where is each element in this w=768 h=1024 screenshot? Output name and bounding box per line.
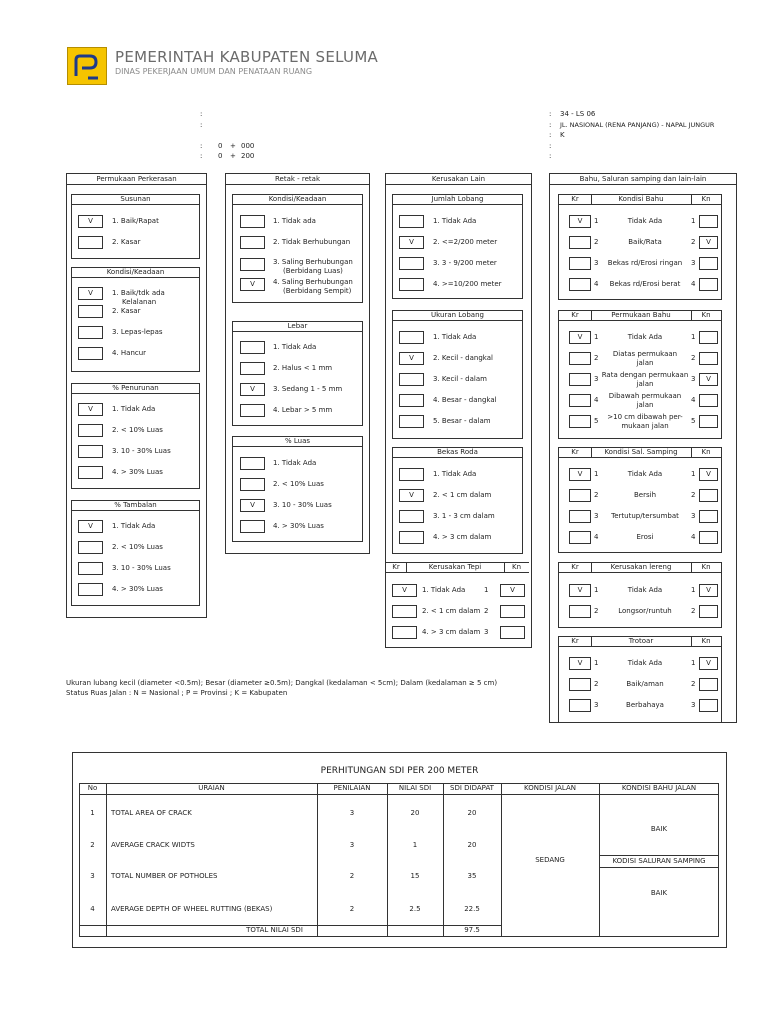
sdi-table (79, 783, 719, 939)
box-lebar (232, 321, 363, 426)
kr-checkbox[interactable] (569, 257, 591, 270)
option-number: 3 (691, 375, 696, 383)
row-sdi-didapat: 20 (467, 841, 477, 849)
option-number: 1 (691, 470, 696, 478)
info-right-colon-5: : (549, 152, 552, 160)
box-tambalan (71, 500, 200, 606)
checkbox[interactable]: V (399, 352, 424, 365)
kr-header: Kr (571, 195, 579, 203)
option-label: 4. Besar - dangkal (433, 396, 497, 404)
kn-header: Kn (701, 195, 711, 203)
kn-checkbox[interactable] (699, 605, 718, 618)
box-title: Kondisi Sal. Samping (604, 448, 678, 456)
kn-checkbox[interactable]: V (699, 236, 718, 249)
kn-checkbox[interactable]: V (699, 373, 718, 386)
option-number: 2 (594, 607, 599, 615)
sta-end-plus: + (230, 152, 236, 160)
checkbox[interactable] (240, 457, 265, 470)
option-label: Diatas permukaan (612, 350, 678, 358)
saluran-header: KODISI SALURAN SAMPING (612, 857, 706, 865)
option-number: 3 (691, 701, 696, 709)
option-label-cont: (Berbidang Luas) (283, 267, 343, 275)
checkbox[interactable] (240, 258, 265, 271)
kn-checkbox[interactable] (500, 605, 525, 618)
option-label: 2. Halus < 1 mm (273, 364, 333, 372)
kr-checkbox[interactable]: V (569, 468, 591, 481)
box-title: Kerusakan Tepi (428, 563, 482, 571)
option-label: 2. < 10% Luas (112, 543, 163, 551)
checkbox[interactable] (240, 520, 265, 533)
row-no: 1 (90, 809, 95, 817)
option-label: 4. > 30% Luas (112, 468, 163, 476)
option-number: 3 (691, 259, 696, 267)
option-number: 2 (594, 491, 599, 499)
info-left-colon-3: : (200, 142, 203, 150)
option-label: >10 cm dibawah per- (607, 413, 683, 421)
row-uraian: TOTAL NUMBER OF POTHOLES (111, 872, 218, 880)
checkbox[interactable] (399, 531, 424, 544)
box-title: Permukaan Bahu (611, 311, 671, 319)
info-right-colon-3: : (549, 131, 552, 139)
kn-checkbox[interactable]: V (699, 468, 718, 481)
option-label-cont: jalan (636, 359, 654, 367)
checkbox[interactable] (240, 362, 265, 375)
option-number: 4 (691, 280, 696, 288)
kr-checkbox[interactable] (392, 605, 417, 618)
option-number: 2 (594, 238, 599, 246)
option-label: 4. > 3 cm dalam (433, 533, 492, 541)
box-bekas-roda (392, 447, 523, 554)
kn-checkbox[interactable]: V (500, 584, 525, 597)
option-label: 4. Hancur (112, 349, 147, 357)
kr-checkbox[interactable] (569, 236, 591, 249)
option-number: 4 (691, 533, 696, 541)
info-left-colon-4: : (200, 152, 203, 160)
kn-checkbox[interactable] (699, 510, 718, 523)
box-title: % Tambalan (72, 501, 199, 511)
row-nilai-sdi: 1 (412, 841, 418, 849)
option-label: 4. Saling Berhubungan (273, 278, 353, 286)
panel-title: Bahu, Saluran samping dan lain-lain (550, 174, 736, 185)
box-jumlah-lobang (392, 194, 523, 299)
panel-permukaan-perkerasan (66, 173, 207, 618)
col-header-penilaian: PENILAIAN (333, 784, 371, 792)
checkbox[interactable] (78, 541, 103, 554)
option-label: 3. Kecil - dalam (433, 375, 487, 383)
option-label: Longsor/runtuh (618, 607, 672, 615)
option-label: 1. Tidak Ada (422, 586, 466, 594)
option-number: 2 (691, 607, 696, 615)
kondisi-bahu-value: BAIK (650, 825, 668, 833)
org-name: PEMERINTAH KABUPATEN SELUMA (115, 48, 379, 66)
kr-header: Kr (571, 563, 579, 571)
row-no: 4 (90, 905, 95, 913)
option-number: 1 (484, 586, 489, 594)
kr-checkbox[interactable] (569, 510, 591, 523)
option-label: Tidak Ada (627, 470, 663, 478)
option-number: 4 (594, 396, 599, 404)
checkbox[interactable] (240, 341, 265, 354)
option-number: 3 (594, 701, 599, 709)
kn-checkbox[interactable] (699, 257, 718, 270)
box-title: Ukuran Lobang (393, 311, 522, 321)
option-label: 2. < 1 cm dalam (433, 491, 492, 499)
option-number: 1 (691, 217, 696, 225)
option-label: Erosi (636, 533, 654, 541)
sta-start-km: 0 (218, 142, 223, 150)
box-ukuran-lobang (392, 310, 523, 439)
option-number: 1 (691, 333, 696, 341)
option-label: 1. Tidak Ada (433, 470, 477, 478)
checkbox[interactable]: V (78, 215, 103, 228)
kn-checkbox[interactable] (699, 215, 718, 228)
pu-logo (67, 47, 107, 85)
panel-retak-retak (225, 173, 370, 554)
option-label: 1. Tidak Ada (433, 333, 477, 341)
row-nilai-sdi: 15 (410, 872, 420, 880)
option-label: Tidak Ada (627, 586, 663, 594)
segment-code: 34 - LS 06 (560, 110, 596, 118)
option-number: 3 (594, 512, 599, 520)
checkbox[interactable] (240, 236, 265, 249)
checkbox[interactable] (240, 404, 265, 417)
option-label: Bekas rd/Erosi ringan (607, 259, 683, 267)
option-number: 1 (594, 586, 599, 594)
panel-title: Permukaan Perkerasan (67, 174, 206, 185)
kn-header: Kn (511, 563, 522, 571)
option-number: 4 (594, 533, 599, 541)
kn-checkbox[interactable] (500, 626, 525, 639)
option-number: 3 (594, 375, 599, 383)
row-uraian: AVERAGE CRACK WIDTS (111, 841, 195, 849)
sta-start-plus: + (230, 142, 236, 150)
option-number: 1 (691, 586, 696, 594)
option-label: Tidak Ada (627, 659, 663, 667)
option-number: 3 (484, 628, 489, 636)
option-label: 1. Tidak Ada (273, 459, 317, 467)
option-label: 2. Kasar (112, 307, 141, 315)
checkbox[interactable]: V (240, 278, 265, 291)
row-penilaian: 2 (349, 872, 355, 880)
kr-checkbox[interactable] (392, 626, 417, 639)
box-title: % Luas (233, 437, 362, 447)
dept-name: DINAS PEKERJAAN UMUM DAN PENATAAN RUANG (115, 67, 313, 76)
checkbox[interactable]: V (399, 489, 424, 502)
saluran-value: BAIK (650, 889, 668, 897)
col-header-sdi-didapat: SDI DIDAPAT (450, 784, 494, 792)
option-number: 5 (594, 417, 599, 425)
option-label: 1. Tidak Ada (433, 217, 477, 225)
option-number: 2 (691, 680, 696, 688)
option-label: 1. Tidak Ada (273, 343, 317, 351)
option-label: 1. Tidak Ada (112, 405, 156, 413)
total-label: TOTAL NILAI SDI (246, 926, 303, 934)
option-number: 3 (594, 259, 599, 267)
total-value: 97.5 (464, 926, 480, 934)
option-label: 2. <=2/200 meter (433, 238, 498, 246)
note-road-status: Status Ruas Jalan : N = Nasional ; P = Provinsi ; K = Kabupaten (66, 689, 288, 697)
option-label: 3. Lepas-lepas (112, 328, 163, 336)
kr-checkbox[interactable]: V (569, 215, 591, 228)
kr-checkbox[interactable] (569, 394, 591, 407)
option-label: Baik/aman (626, 680, 664, 688)
checkbox[interactable] (399, 331, 424, 344)
option-number: 1 (594, 333, 599, 341)
option-label: 1. Baik/Rapat (112, 217, 159, 225)
sta-start-m: 000 (241, 142, 255, 150)
checkbox[interactable]: V (78, 403, 103, 416)
box-luas (232, 436, 363, 542)
checkbox[interactable] (78, 562, 103, 575)
checkbox[interactable] (240, 215, 265, 228)
option-label: Tertutup/tersumbat (611, 512, 679, 520)
kn-checkbox[interactable] (699, 278, 718, 291)
info-right-colon-4: : (549, 142, 552, 150)
option-label: 3. Sedang 1 - 5 mm (273, 385, 343, 393)
option-number: 4 (691, 396, 696, 404)
box-saluran-samping (558, 447, 722, 553)
col-header-nilai-sdi: NILAI SDI (398, 784, 432, 792)
info-right-colon-2: : (549, 121, 552, 129)
col-header-no: No (87, 784, 98, 792)
option-label-cont: jalan (636, 380, 654, 388)
row-uraian: TOTAL AREA OF CRACK (111, 809, 192, 817)
row-penilaian: 3 (349, 809, 355, 817)
option-label: 4. > 30% Luas (112, 585, 163, 593)
option-number: 2 (484, 607, 489, 615)
kr-header: Kr (571, 637, 579, 645)
option-number: 3 (691, 512, 696, 520)
option-label: 4. > 30% Luas (273, 522, 324, 530)
sdi-title: PERHITUNGAN SDI PER 200 METER (320, 766, 479, 776)
box-title: Kerusakan lereng (610, 563, 672, 571)
checkbox[interactable]: V (240, 499, 265, 512)
option-label: 3. Saling Berhubungan (273, 258, 353, 266)
option-label: 2. Tidak Berhubungan (273, 238, 351, 246)
kn-header: Kn (701, 637, 711, 645)
kr-checkbox[interactable]: V (569, 331, 591, 344)
kr-checkbox[interactable] (569, 373, 591, 386)
kr-checkbox[interactable] (569, 605, 591, 618)
box-kerusakan-tepi (386, 562, 529, 647)
option-label: 1. Tidak Ada (112, 522, 156, 530)
option-number: 1 (594, 470, 599, 478)
option-number: 4 (594, 280, 599, 288)
checkbox[interactable] (399, 278, 424, 291)
option-label: Tidak Ada (627, 217, 663, 225)
kr-checkbox[interactable] (569, 489, 591, 502)
option-number: 2 (691, 354, 696, 362)
box-title: Susunan (72, 195, 199, 205)
row-uraian: AVERAGE DEPTH OF WHEEL RUTTING (BEKAS) (111, 905, 273, 913)
box-title: Bekas Roda (393, 448, 522, 458)
option-number: 2 (594, 354, 599, 362)
option-label: 2. < 10% Luas (273, 480, 324, 488)
note-hole-size: Ukuran lubang kecil (diameter <0.5m); Besar (diameter ≥0.5m); Dangkal (kedalaman < 5cm); Dalam (kedalaman ≥ 5 cm) (66, 679, 498, 687)
col-header-kondisi-bahu: KONDISI BAHU JALAN (621, 784, 697, 792)
col-header-kondisi-jalan: KONDISI JALAN (524, 784, 576, 792)
option-number: 2 (691, 491, 696, 499)
checkbox[interactable] (78, 466, 103, 479)
checkbox[interactable] (78, 305, 103, 318)
row-sdi-didapat: 20 (467, 809, 477, 817)
option-number: 1 (691, 659, 696, 667)
box-title: Kondisi/Keadaan (72, 268, 199, 278)
box-title: Kondisi/Keadaan (233, 195, 362, 205)
box-susunan (71, 194, 200, 259)
kn-checkbox[interactable] (699, 352, 718, 365)
checkbox[interactable] (78, 424, 103, 437)
option-number: 2 (594, 680, 599, 688)
option-label: 1. Tidak ada (273, 217, 316, 225)
option-label: Berbahaya (626, 701, 664, 709)
option-label: 3. 10 - 30% Luas (112, 447, 171, 455)
kr-header: Kr (392, 563, 400, 571)
box-kondisi-bahu (558, 194, 722, 300)
option-label: 1. Baik/tdk ada (112, 289, 165, 297)
option-label: Rata dengan permukaan (601, 371, 689, 379)
box-title: % Penurunan (72, 384, 199, 394)
kn-header: Kn (701, 311, 711, 319)
row-nilai-sdi: 20 (410, 809, 420, 817)
option-label: Baik/Rata (628, 238, 662, 246)
kr-header: Kr (571, 311, 579, 319)
kn-checkbox[interactable]: V (699, 657, 718, 670)
kn-checkbox[interactable] (699, 678, 718, 691)
checkbox[interactable]: V (78, 520, 103, 533)
box-title: Kondisi Bahu (618, 195, 664, 203)
kr-checkbox[interactable]: V (569, 584, 591, 597)
option-number: 2 (691, 238, 696, 246)
kn-checkbox[interactable] (699, 331, 718, 344)
row-sdi-didapat: 35 (467, 872, 477, 880)
option-label-cont: Kelalanan (122, 298, 157, 306)
col-header-uraian: URAIAN (198, 784, 225, 792)
kn-checkbox[interactable] (699, 489, 718, 502)
option-label: 5. Besar - dalam (433, 417, 491, 425)
kr-checkbox[interactable]: V (392, 584, 417, 597)
box-title: Lebar (233, 322, 362, 332)
option-label: 2. Kasar (112, 238, 141, 246)
option-label-cont: (Berbidang Sempit) (283, 287, 352, 295)
option-number: 1 (594, 217, 599, 225)
checkbox[interactable] (78, 236, 103, 249)
option-number: 1 (594, 659, 599, 667)
kr-checkbox[interactable] (569, 352, 591, 365)
road-status: K (560, 131, 565, 139)
checkbox[interactable] (399, 510, 424, 523)
kn-checkbox[interactable] (699, 394, 718, 407)
kondisi-jalan-value: SEDANG (535, 856, 565, 864)
road-name: JL. NASIONAL (RENA PANJANG) - NAPAL JUNGUR (560, 121, 715, 129)
panel-title: Retak - retak (226, 174, 369, 185)
checkbox[interactable] (78, 326, 103, 339)
sta-end-km: 0 (218, 152, 223, 160)
checkbox[interactable]: V (240, 383, 265, 396)
row-penilaian: 2 (349, 905, 355, 913)
panel-kerusakan-lain (385, 173, 532, 648)
checkbox[interactable] (399, 257, 424, 270)
option-label: 3. 3 - 9/200 meter (433, 259, 497, 267)
checkbox[interactable] (399, 394, 424, 407)
sdi-calculation (72, 752, 727, 948)
box-penurunan (71, 383, 200, 489)
box-title: Jumlah Lobang (393, 195, 522, 205)
option-label: Tidak Ada (627, 333, 663, 341)
option-label: 4. >=10/200 meter (433, 280, 502, 288)
box-permukaan-bahu (558, 310, 722, 439)
option-label: 2. < 1 cm dalam (422, 607, 481, 615)
row-no: 2 (90, 841, 95, 849)
box-kerusakan-lereng (558, 562, 722, 628)
checkbox[interactable]: V (399, 236, 424, 249)
option-label: 2. < 10% Luas (112, 426, 163, 434)
panel-bahu-saluran (549, 173, 737, 723)
checkbox[interactable]: V (78, 287, 103, 300)
checkbox[interactable] (399, 415, 424, 428)
row-sdi-didapat: 22.5 (464, 905, 480, 913)
sta-end-m: 200 (241, 152, 255, 160)
kr-header: Kr (571, 448, 579, 456)
kr-checkbox[interactable] (569, 678, 591, 691)
kn-checkbox[interactable]: V (699, 584, 718, 597)
option-number: 5 (691, 417, 696, 425)
option-label: 3. 1 - 3 cm dalam (433, 512, 495, 520)
info-right-colon-1: : (549, 110, 552, 118)
kn-checkbox[interactable] (699, 699, 718, 712)
kn-header: Kn (701, 563, 711, 571)
option-label: Bersih (633, 491, 656, 499)
kr-checkbox[interactable] (569, 699, 591, 712)
kr-checkbox[interactable] (569, 531, 591, 544)
kr-checkbox[interactable] (569, 278, 591, 291)
checkbox[interactable] (399, 373, 424, 386)
box-title: Trotoar (628, 637, 654, 645)
info-left-colon-1: : (200, 110, 203, 118)
box-trotoar (558, 636, 722, 722)
row-nilai-sdi: 2.5 (409, 905, 421, 913)
option-label: 4. > 3 cm dalam (422, 628, 481, 636)
option-label-cont: jalan (636, 401, 654, 409)
kr-checkbox[interactable]: V (569, 657, 591, 670)
checkbox[interactable] (240, 478, 265, 491)
option-label-cont: mukaan jalan (621, 422, 669, 430)
checkbox[interactable] (78, 347, 103, 360)
info-left-colon-2: : (200, 121, 203, 129)
box-retak-kondisi (232, 194, 363, 303)
option-label: 4. Lebar > 5 mm (273, 406, 333, 414)
kn-header: Kn (701, 448, 711, 456)
checkbox[interactable] (399, 468, 424, 481)
option-label: 2. Kecil - dangkal (433, 354, 493, 362)
option-label: Dibawah permukaan (608, 392, 682, 400)
row-no: 3 (90, 872, 95, 880)
checkbox[interactable] (78, 445, 103, 458)
option-label: 3. 10 - 30% Luas (112, 564, 171, 572)
checkbox[interactable] (399, 215, 424, 228)
kn-checkbox[interactable] (699, 531, 718, 544)
checkbox[interactable] (78, 583, 103, 596)
option-label: Bekas rd/Erosi berat (609, 280, 681, 288)
box-kondisi-keadaan (71, 267, 200, 372)
kr-checkbox[interactable] (569, 415, 591, 428)
panel-title: Kerusakan Lain (386, 174, 531, 185)
option-label: 3. 10 - 30% Luas (273, 501, 332, 509)
kn-checkbox[interactable] (699, 415, 718, 428)
row-penilaian: 3 (349, 841, 355, 849)
